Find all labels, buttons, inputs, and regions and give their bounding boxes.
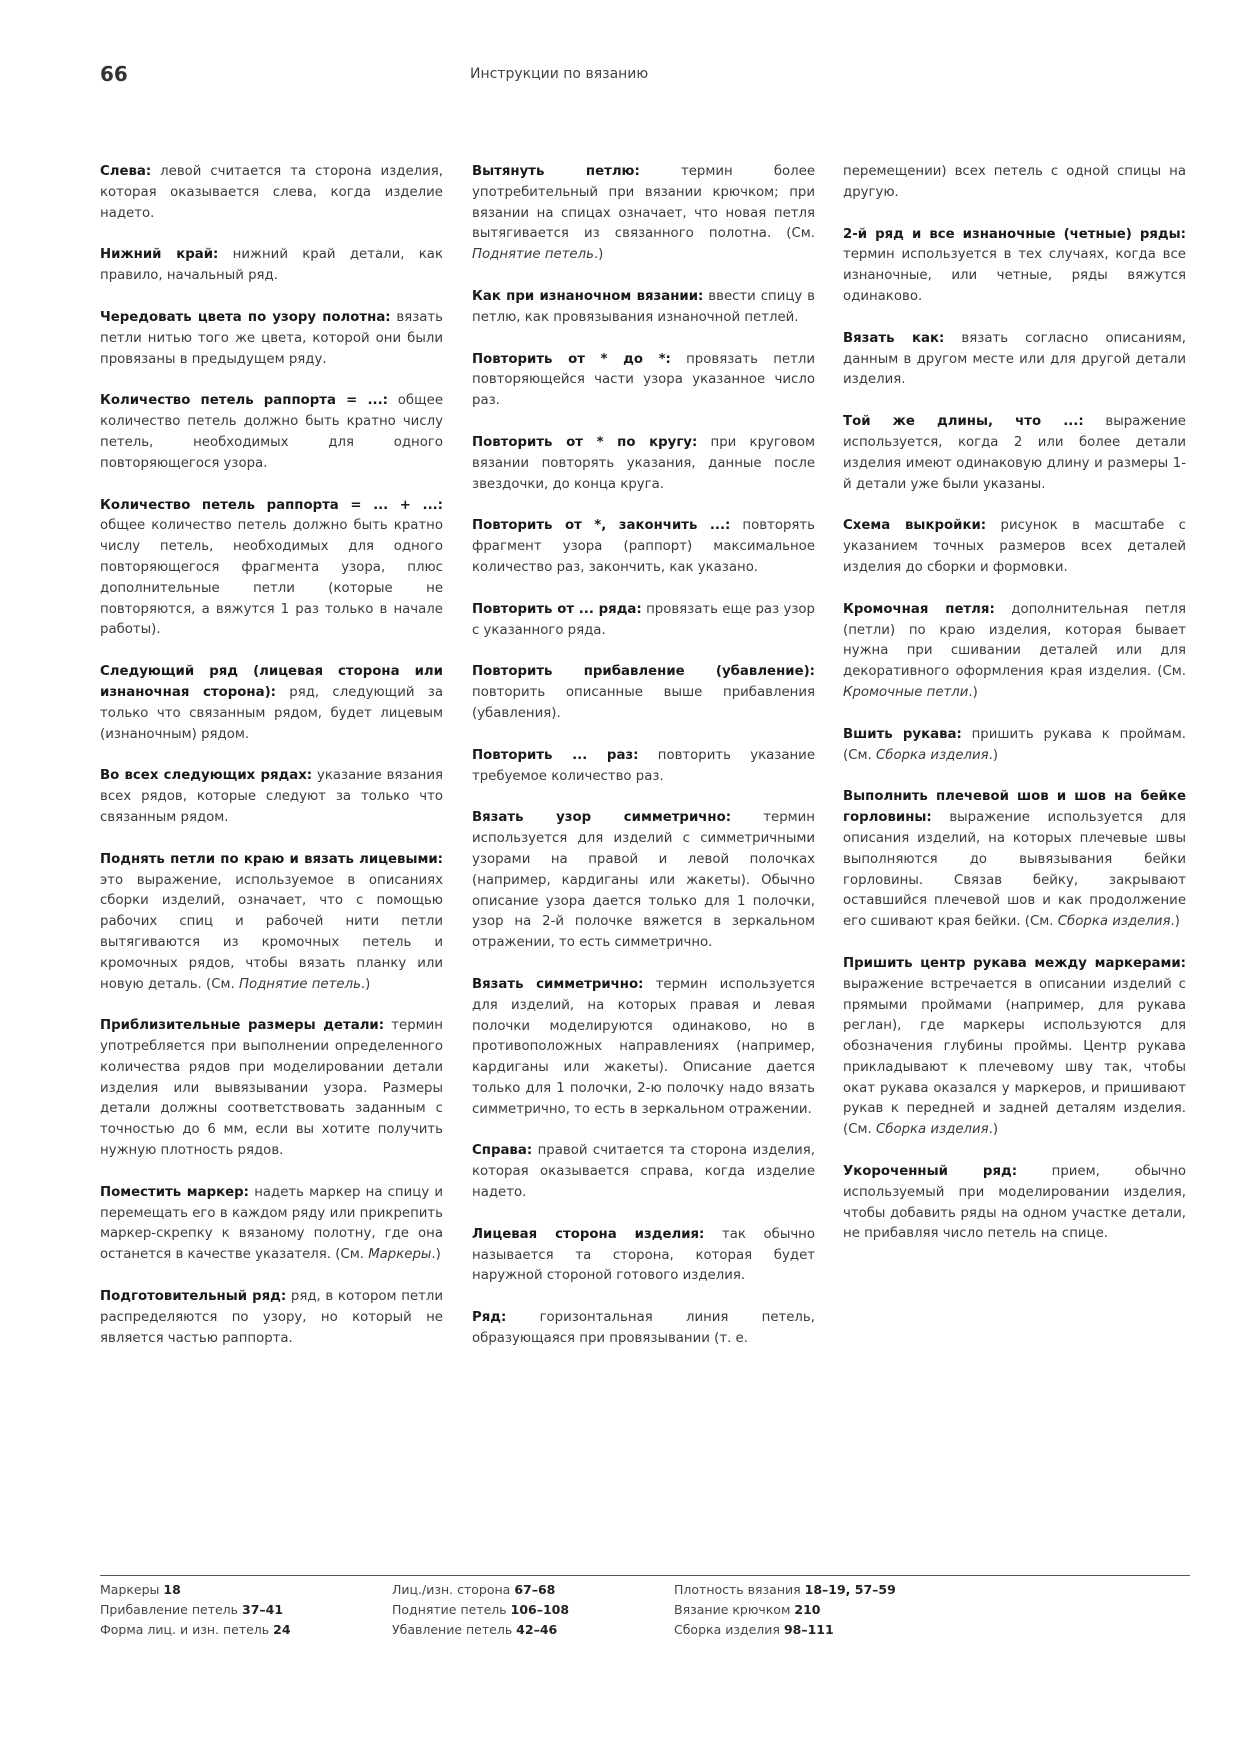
footer-reference-label: Прибавление петель — [100, 1602, 239, 1617]
glossary-definition: при круговом вязании повторять указания, данные после звездочки, до конца круга. — [472, 434, 816, 492]
footer-reference — [674, 1620, 896, 1640]
cross-reference: Кромочные петли — [843, 684, 969, 700]
glossary-entry — [472, 975, 815, 1121]
glossary-definition: термин более употребительный при вязании крючком; при вязании на спицах означает, что новая петля вытягивается из связанного полотна. (См. — [472, 164, 816, 242]
footer-reference-pages: 106–108 — [510, 1602, 570, 1617]
glossary-column-2 — [472, 162, 815, 1371]
glossary-definition: прием, обычно используемый при моделировании изделия, чтобы добавить ряды на одном участке детали, не прибавляя число петель на спице. — [843, 1164, 1186, 1242]
glossary-definition: термин используется для изделий, на которых правая и левая полочки моделируются одинаково, но в противоположных направлениях (например, кардиганы или жакеты). Описание дается только для 1 полочки, 2-ю полочку надо вязать симметрично, то есть в зеркальном отражении. — [472, 976, 815, 1117]
glossary-term: Пришить центр рукава между маркерами: — [843, 955, 1186, 971]
footer-reference-label: Поднятие петель — [392, 1602, 507, 1617]
glossary-entry — [843, 1162, 1186, 1245]
glossary-definition: ввести спицу в петлю, как провязывания изнаночной петлей. — [472, 288, 815, 325]
glossary-entry — [100, 1016, 443, 1162]
glossary-entry — [100, 308, 443, 370]
glossary-entry — [100, 662, 443, 745]
glossary-term: Повторить от *, закончить ...: — [472, 518, 731, 534]
glossary-definition: надеть маркер на спицу и перемещать его в каждом ряду или прикрепить маркер-скрепку к вязаному полотну, где она останется в качестве указателя. (См. — [100, 1184, 444, 1263]
footer-reference-label: Вязание крючком — [674, 1602, 791, 1617]
glossary-term: Нижний край: — [100, 247, 219, 263]
glossary-term: Количество петель раппорта = ... + ...: — [100, 497, 443, 513]
glossary-entry — [472, 662, 815, 724]
footer-reference-pages: 37–41 — [242, 1602, 284, 1617]
footer-reference — [392, 1600, 569, 1620]
reference-close: .) — [1170, 914, 1180, 930]
footer-reference-pages: 98–111 — [783, 1622, 834, 1637]
glossary-term: 2-й ряд и все изнаночные (четные) ряды: — [843, 226, 1186, 242]
glossary-entry — [843, 516, 1186, 578]
footer-reference-label: Убавление петель — [392, 1622, 513, 1637]
glossary-column-3 — [843, 162, 1186, 1266]
glossary-term: Вязать симметрично: — [472, 976, 644, 992]
glossary-term: Как при изнаночном вязании: — [472, 288, 704, 304]
cross-reference: Сборка изделия — [875, 1122, 989, 1138]
glossary-entry — [472, 287, 815, 329]
footer-reference — [100, 1580, 291, 1600]
footer-divider — [100, 1575, 1190, 1576]
glossary-definition: термин используется для изделий с симметричными узорами на правой и левой полочках (например, кардиганы или жакеты). Обычно описание узора дается только для 1 полочки, узор на 2-й полочке вяжется в зеркальном отражении, то есть симметрично. — [472, 810, 815, 951]
cross-reference: Поднятие петель — [472, 247, 594, 263]
glossary-definition: выражение встречается в описании изделий с прямыми проймами (например, для рукава реглан), где маркеры используются для обозначения глубины проймы. Центр рукава прикладывают к плечевому шву так, чтобы окат рукава оказался у маркеров, и пришивают рукав к передней и задней деталям изделия. (См. — [843, 976, 1186, 1138]
glossary-definition: дополнительная петля (петли) по краю изделия, которая бывает нужна при сшивании деталей или для декоративного оформления края изделия. (См. — [843, 601, 1186, 680]
glossary-definition: термин используется в тех случаях, когда все изнаночные, или четные, ряды вяжутся одинаково. — [843, 247, 1186, 304]
glossary-entry — [100, 1183, 443, 1266]
glossary-term: Чередовать цвета по узору полотна: — [100, 309, 391, 325]
reference-close: .) — [593, 247, 604, 263]
footer-reference — [100, 1620, 291, 1640]
glossary-term: Той же длины, что ...: — [843, 414, 1084, 430]
glossary-term: Слева: — [100, 164, 152, 179]
reference-close: .) — [968, 684, 978, 700]
footer-reference — [674, 1580, 896, 1600]
footer-reference-pages: 24 — [273, 1622, 291, 1637]
glossary-entry — [843, 725, 1186, 767]
glossary-definition: провязать еще раз узор с указанного ряда. — [472, 601, 815, 638]
glossary-term: Вытянуть петлю: — [472, 164, 640, 179]
glossary-entry — [843, 954, 1186, 1141]
glossary-entry — [472, 350, 815, 412]
glossary-definition: нижний край детали, как правило, начальный ряд. — [100, 247, 443, 284]
glossary-term: Количество петель раппорта = ...: — [100, 393, 388, 409]
glossary-entry — [472, 516, 815, 578]
reference-close: .) — [988, 747, 999, 763]
footer-reference — [392, 1580, 569, 1600]
glossary-term: Поднять петли по краю и вязать лицевыми: — [100, 851, 443, 867]
glossary-entry — [843, 412, 1186, 495]
glossary-entry — [472, 433, 815, 495]
footer-reference-label: Плотность вязания — [674, 1582, 801, 1597]
cross-reference-column-1 — [100, 1580, 291, 1640]
footer-reference — [392, 1620, 569, 1640]
glossary-entry — [472, 600, 815, 642]
glossary-entry — [100, 766, 443, 828]
glossary-definition: рисунок в масштабе с указанием точных размеров всех деталей изделия до сборки и формовки. — [843, 518, 1186, 575]
glossary-term: Повторить от * по кругу: — [472, 434, 698, 450]
glossary-definition: ряд, следующий за только что связанным рядом, будет лицевым (изнаночным) рядом. — [100, 684, 443, 742]
glossary-entry — [472, 1141, 815, 1203]
glossary-definition: ряд, в котором петли распределяются по узору, но который не является частью раппорта. — [100, 1289, 443, 1346]
glossary-definition: указание вязания всех рядов, которые следуют за только что связанным рядом. — [100, 768, 443, 825]
glossary-definition: так обычно называется та сторона, которая будет наружной стороной готового изделия. — [472, 1226, 816, 1284]
glossary-column-1 — [100, 162, 443, 1370]
footer-reference — [674, 1600, 896, 1620]
glossary-term: Поместить маркер: — [100, 1184, 249, 1200]
glossary-term: Лицевая сторона изделия: — [472, 1226, 705, 1242]
glossary-term: Следующий ряд (лицевая сторона или изнаночная сторона): — [100, 664, 443, 700]
footer-reference-label: Форма лиц. и изн. петель — [100, 1622, 270, 1637]
glossary-term: Вязать как: — [843, 330, 945, 346]
glossary-definition: повторить описанные выше прибавления (убавления). — [472, 685, 815, 721]
footer-reference-pages: 18–19, 57–59 — [804, 1582, 896, 1597]
glossary-entry — [100, 850, 443, 996]
glossary-term: Повторить от * до *: — [472, 351, 671, 367]
cross-reference: Сборка изделия — [875, 747, 989, 763]
glossary-term: Подготовительный ряд: — [100, 1289, 287, 1305]
page-number: 66 — [100, 62, 128, 86]
glossary-entry — [100, 496, 443, 642]
glossary-entry — [472, 808, 815, 954]
glossary-definition: термин употребляется при выполнении определенного количества рядов при моделировании детали изделия или вывязывании узора. Размеры детали должны соответствовать заданным с точностью до 6 мм, если вы хотите получить нужную плотность рядов. — [100, 1018, 443, 1159]
glossary-term: Справа: — [472, 1143, 533, 1159]
glossary-definition: вязать согласно описаниям, данным в другом месте или для другой детали изделия. — [843, 330, 1186, 388]
glossary-definition: повторить указание требуемое количество раз. — [472, 747, 815, 784]
cross-reference: Поднятие петель — [238, 976, 361, 992]
footer-reference-pages: 210 — [794, 1602, 821, 1617]
glossary-term: Схема выкройки: — [843, 518, 987, 534]
glossary-term: Во всех следующих рядах: — [100, 768, 313, 784]
glossary-definition: общее количество петель должно быть кратно числу петель, необходимых для одного повторяющегося узора. — [100, 393, 444, 471]
glossary-definition: вязать петли нитью того же цвета, которой они были провязаны в предыдущем ряду. — [100, 309, 444, 367]
glossary-term: Повторить прибавление (убавление): — [472, 664, 815, 680]
glossary-term: Вшить рукава: — [843, 726, 962, 742]
running-header-title: Инструкции по вязанию — [470, 66, 649, 82]
glossary-entry — [472, 162, 815, 266]
glossary-definition: это выражение, используемое в описаниях сборки изделий, означает, что с помощью рабочих спиц и рабочей нити петли вытягиваются из кромочных петель и кромочных рядов, чтобы вязать планку или новую деталь. (См. — [100, 872, 443, 992]
glossary-entry — [100, 1287, 443, 1349]
glossary-term: Выполнить плечевой шов и шов на бейке горловины: — [843, 789, 1186, 826]
glossary-entry — [472, 746, 815, 788]
footer-reference-pages: 42–46 — [516, 1622, 558, 1637]
cross-reference-column-2 — [392, 1580, 569, 1640]
cross-reference: Сборка изделия — [1057, 914, 1171, 930]
footer-reference-label: Лиц./изн. сторона — [392, 1582, 511, 1597]
glossary-term: Повторить от ... ряда: — [472, 601, 642, 617]
glossary-definition: пришить рукава к проймам. (См. — [843, 726, 1186, 763]
glossary-entry — [100, 245, 443, 287]
glossary-entry — [472, 1308, 815, 1350]
glossary-entry — [843, 787, 1186, 933]
footer-reference-pages: 67–68 — [514, 1582, 556, 1597]
glossary-definition: правой считается та сторона изделия, которая оказывается справа, когда изделие надето. — [472, 1143, 815, 1201]
glossary-entry — [472, 1225, 815, 1287]
glossary-definition: перемещении) всех петель с одной спицы на другую. — [843, 164, 1186, 200]
glossary-definition: выражение используется для описания изделий, на которых плечевые швы выполняются до вывязывания бейки горловины. Связав бейку, закрывают оставшийся плечевой шов и как продолжение его сшивают края бейки. (См. — [843, 810, 1186, 930]
glossary-entry — [843, 329, 1186, 391]
glossary-definition: общее количество петель должно быть кратно числу петель, необходимых для одного повторяющегося фрагмента узора, плюс дополнительные петли (которые не повторяются, а вяжутся 1 раз только в начале работы). — [100, 518, 443, 638]
glossary-term: Ряд: — [472, 1310, 507, 1326]
footer-reference-label: Маркеры — [100, 1582, 160, 1597]
glossary-term: Повторить ... раз: — [472, 747, 639, 763]
glossary-entry — [100, 162, 443, 224]
glossary-term: Вязать узор симметрично: — [472, 810, 732, 826]
glossary-entry — [843, 162, 1186, 204]
glossary-entry — [843, 600, 1186, 704]
reference-close: .) — [431, 1247, 441, 1263]
glossary-entry — [100, 391, 443, 474]
footer-reference-label: Сборка изделия — [674, 1622, 780, 1637]
glossary-term: Кромочная петля: — [843, 601, 995, 617]
cross-reference-column-3 — [674, 1580, 896, 1640]
reference-close: .) — [360, 976, 371, 992]
reference-close: .) — [988, 1122, 999, 1138]
glossary-term: Укороченный ряд: — [843, 1164, 1018, 1180]
glossary-definition: повторять фрагмент узора (раппорт) максимальное количество раз, закончить, как указано. — [472, 518, 815, 575]
footer-reference — [100, 1600, 291, 1620]
glossary-definition: выражение используется, когда 2 или более детали изделия имеют одинаковую длину и размеры 1-й детали уже были указаны. — [843, 414, 1186, 492]
glossary-definition: горизонтальная линия петель, образующаяся при провязывании (т. е. — [472, 1310, 815, 1347]
glossary-definition: провязать петли повторяющейся части узора указанное число раз. — [472, 351, 815, 409]
glossary-entry — [843, 225, 1186, 308]
cross-reference: Маркеры — [368, 1247, 432, 1263]
glossary-term: Приблизительные размеры детали: — [100, 1018, 385, 1034]
footer-reference-pages: 18 — [163, 1582, 181, 1597]
glossary-definition: левой считается та сторона изделия, которая оказывается слева, когда изделие надето. — [100, 164, 443, 221]
